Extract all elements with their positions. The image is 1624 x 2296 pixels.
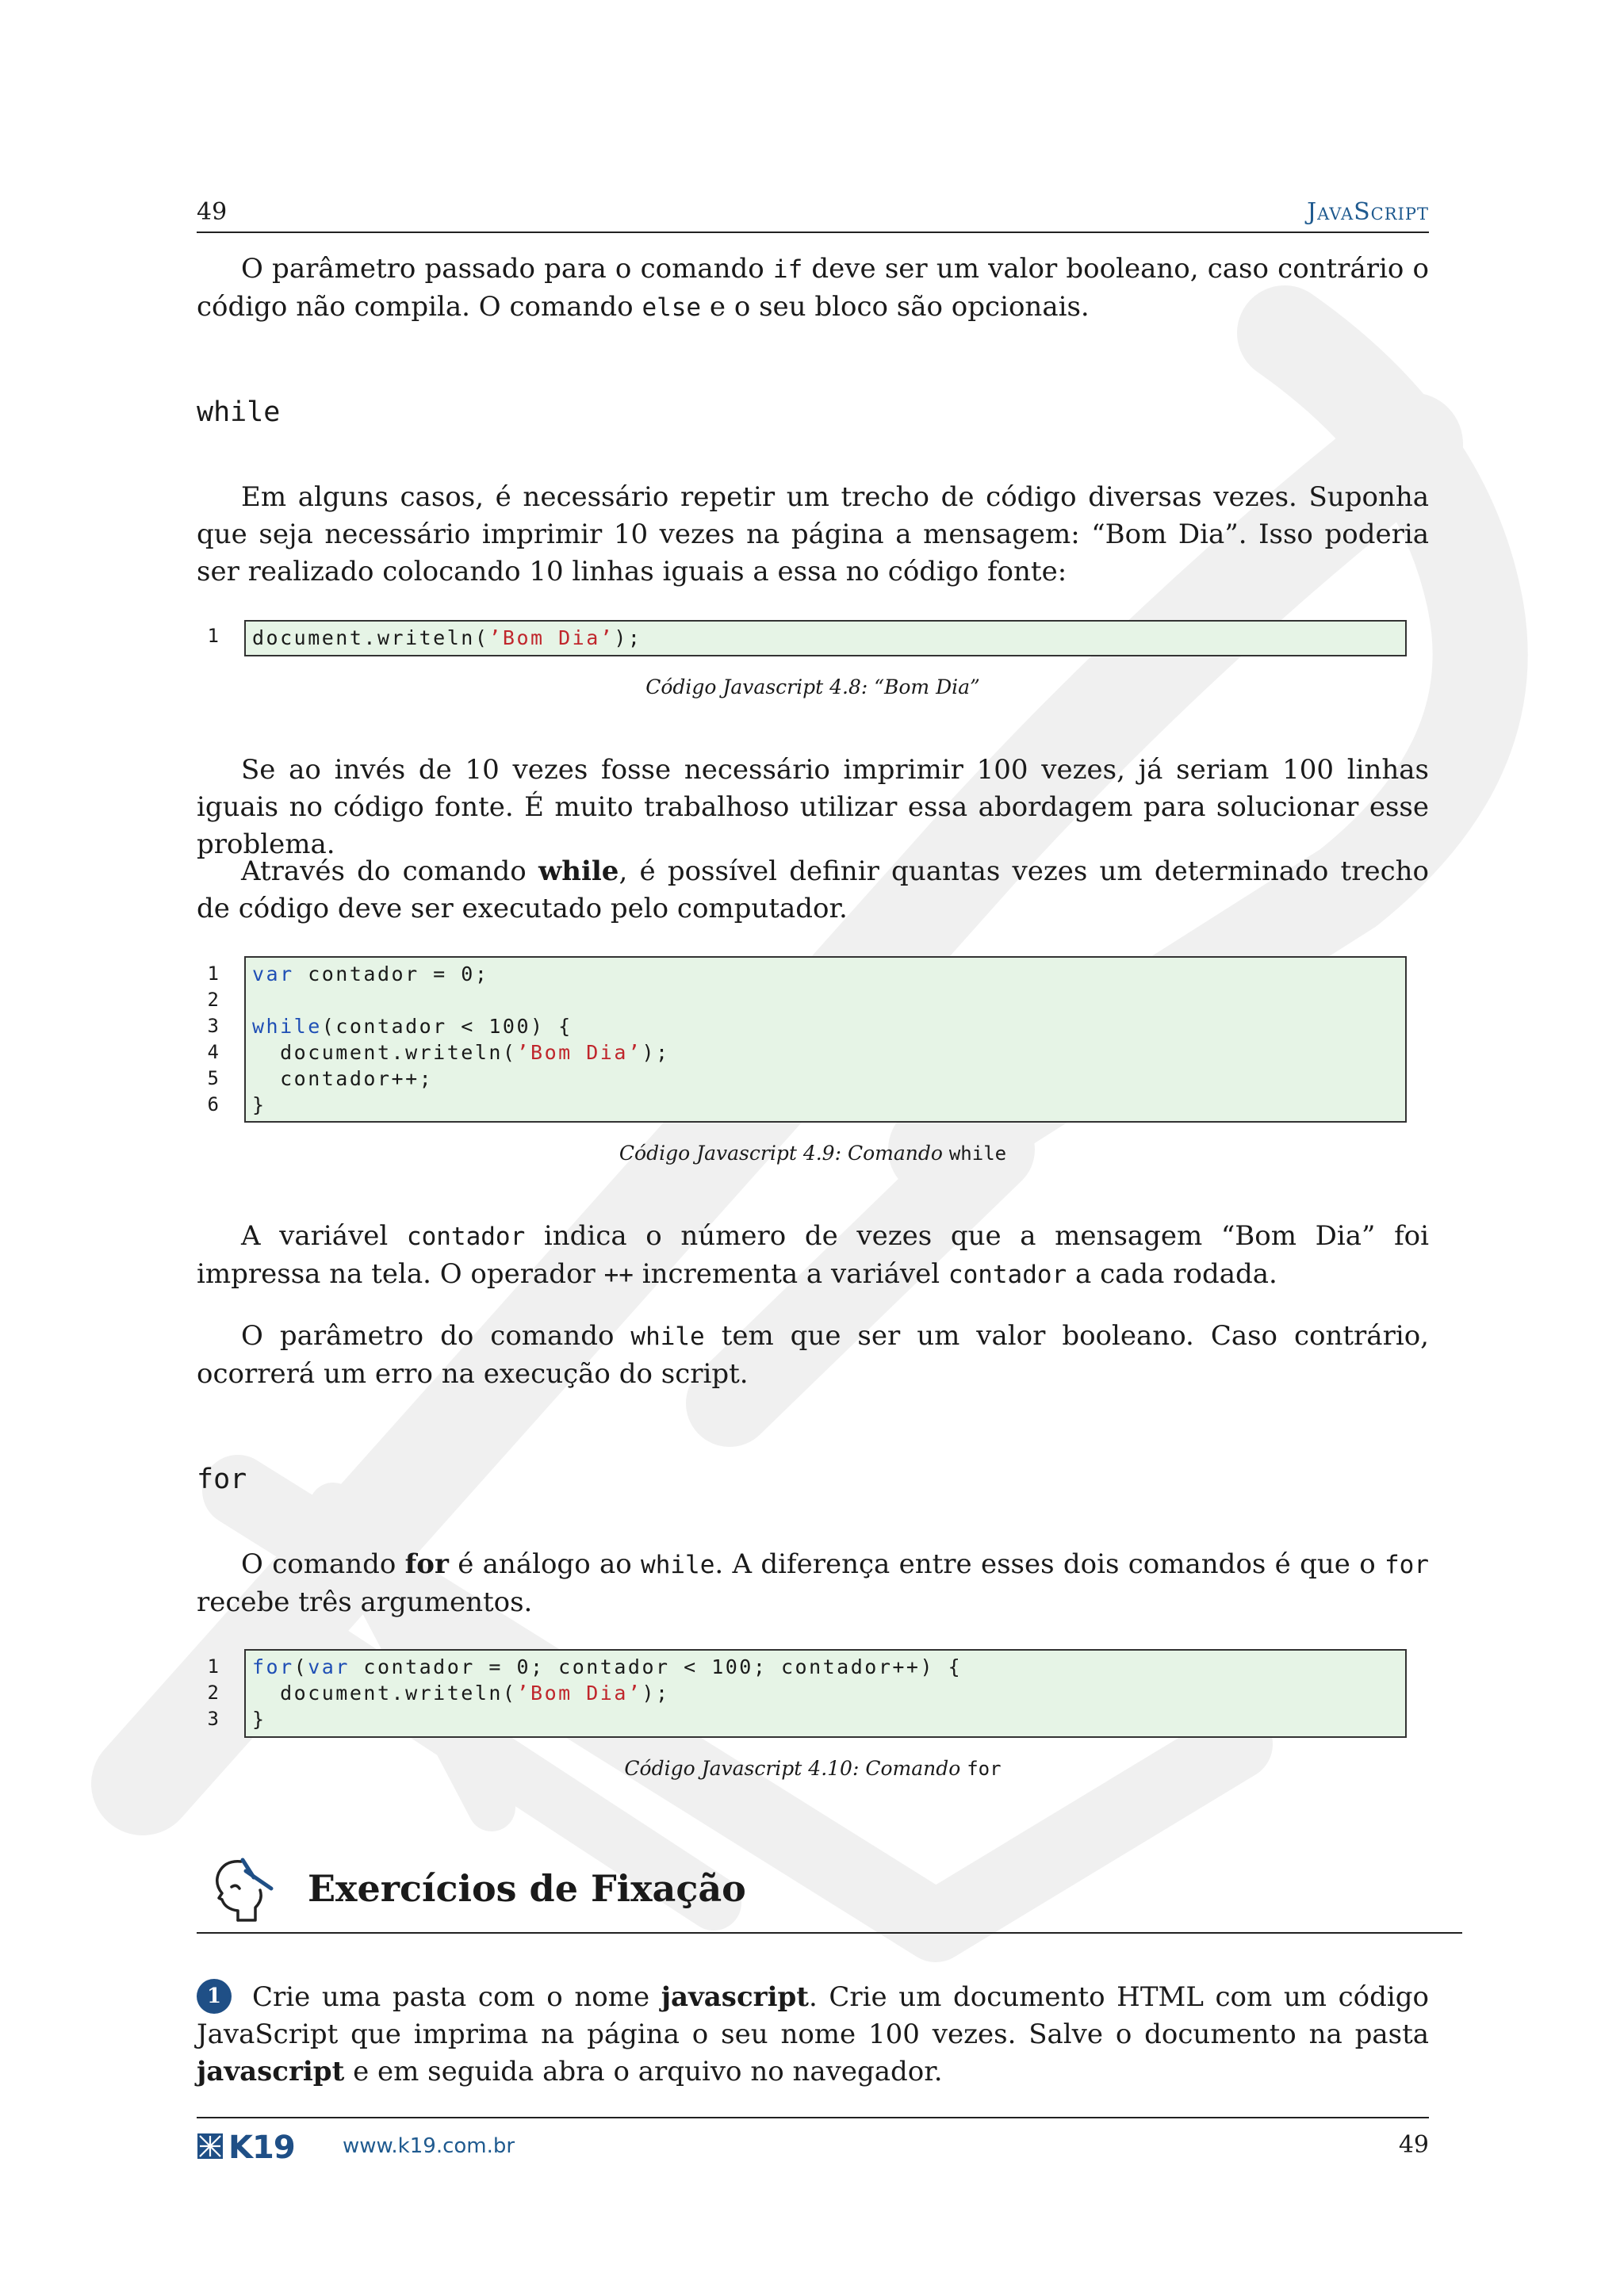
footer-rule <box>197 2117 1429 2118</box>
exercise-number-badge: 1 <box>197 1979 232 2014</box>
page-number-top: 49 <box>197 198 228 226</box>
paragraph-if-else: O parâmetro passado para o comando if deve ser um valor booleano, caso contrário o código não compila. O comando else e o seu bloco são opcionais. <box>197 253 1429 323</box>
code-caption-4-8: Código Javascript 4.8: “Bom Dia” <box>645 675 980 698</box>
footer-url[interactable]: www.k19.com.br <box>343 2134 515 2158</box>
section-heading-for: for <box>197 1464 247 1495</box>
exercises-rule <box>197 1932 1462 1934</box>
paragraph-repeat-code: Em alguns casos, é necessário repetir um trecho de código diversas vezes. Suponha que seja necessário imprimir 10 vezes na página a mensagem: “Bom Dia”. Isso poderia ser realizado colocando 10 linhas iguais a essa no código fonte: <box>197 481 1429 587</box>
paragraph-contador: A variável contador indica o número de vezes que a mensagem “Bom Dia” foi impressa na tela. O operador ++ incrementa a variável contador a cada rodada. <box>197 1220 1429 1290</box>
paragraph-for-intro: O comando for é análogo ao while. A diferença entre esses dois comandos é que o for recebe três argumentos. <box>197 1548 1430 1618</box>
code-block-for: for(var contador = 0; contador < 100; contador++) { document.writeln(’Bom Dia’); } <box>244 1649 1407 1738</box>
header-rule <box>197 232 1429 233</box>
exercises-title: Exercícios de Fixação <box>308 1867 746 1910</box>
paragraph-while-boolean: O parâmetro do comando while tem que ser um valor booleano. Caso contrário, ocorrerá um erro na execução do script. <box>197 1320 1429 1390</box>
inline-code-else: else <box>642 293 702 322</box>
code-caption-4-9: Código Javascript 4.9: Comando while <box>619 1142 1007 1165</box>
code-caption-4-10: Código Javascript 4.10: Comando for <box>624 1757 1002 1780</box>
code-block-while: var contador = 0; while(contador < 100) { document.writeln(’Bom Dia’); contador++; } <box>244 956 1407 1123</box>
paragraph-while-intro: Através do comando while, é possível definir quantas vezes um determinado trecho de código deve ser executado pelo computador. <box>197 855 1429 924</box>
head-hammer-icon <box>208 1852 279 1925</box>
exercise-item-1: 1 Crie uma pasta com o nome javascript. Crie um documento HTML com um código JavaScript que imprima na página o seu nome 100 vezes. Salve o documento na pasta javascript e em seguida abra o arquivo no navegador. <box>197 1979 1429 2091</box>
k19-logo <box>197 2131 316 2161</box>
code-block-bom-dia: document.writeln(’Bom Dia’); <box>244 620 1407 656</box>
section-heading-while: while <box>197 396 281 428</box>
code3-line-numbers: 1 2 3 <box>207 1655 219 1730</box>
chapter-title: JavaScript <box>1307 198 1429 226</box>
code2-line-numbers: 1 2 3 4 5 6 <box>207 962 219 1115</box>
code1-line-numbers: 1 <box>207 625 219 647</box>
paragraph-100-lines: Se ao invés de 10 vezes fosse necessário imprimir 100 vezes, já seriam 100 linhas iguais no código fonte. É muito trabalhoso utilizar essa abordagem para solucionar esse problema. <box>197 754 1429 860</box>
inline-code-if: if <box>772 255 803 284</box>
page-number-bottom: 49 <box>1398 2131 1429 2159</box>
svg-text:K19: K19 <box>228 2131 295 2161</box>
